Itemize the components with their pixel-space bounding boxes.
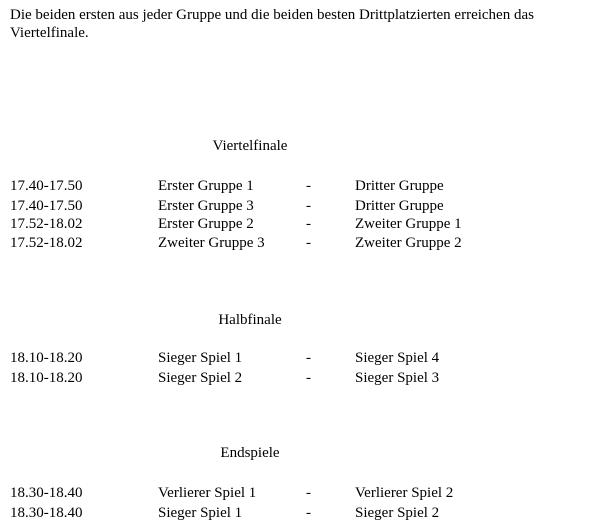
- match-away: Verlierer Spiel 2: [355, 485, 454, 501]
- match-time: 18.30-18.40: [10, 505, 83, 521]
- match-row: [0, 368, 600, 388]
- match-separator: -: [306, 370, 311, 386]
- match-home: Erster Gruppe 1: [158, 178, 254, 194]
- match-away: Zweiter Gruppe 1: [355, 216, 462, 232]
- match-time: 17.52-18.02: [10, 235, 83, 251]
- match-away: Dritter Gruppe: [355, 178, 444, 194]
- match-row: [0, 214, 600, 234]
- match-time: 17.52-18.02: [10, 216, 83, 232]
- match-separator: -: [306, 485, 311, 501]
- match-row: [0, 196, 600, 216]
- match-separator: -: [306, 216, 311, 232]
- match-home: Erster Gruppe 2: [158, 216, 254, 232]
- match-away: Sieger Spiel 3: [355, 370, 440, 386]
- match-away: Sieger Spiel 2: [355, 505, 440, 521]
- match-time: 18.10-18.20: [10, 350, 83, 366]
- match-home: Sieger Spiel 1: [158, 505, 243, 521]
- match-home: Erster Gruppe 3: [158, 198, 254, 214]
- match-row: [0, 483, 600, 503]
- match-time: 17.40-17.50: [10, 178, 83, 194]
- match-row: [0, 176, 600, 196]
- match-separator: -: [306, 198, 311, 214]
- match-row: [0, 503, 600, 523]
- match-home: Verlierer Spiel 1: [158, 485, 257, 501]
- match-away: Zweiter Gruppe 2: [355, 235, 462, 251]
- section-title-halbfinale: Halbfinale: [218, 312, 282, 328]
- match-row: [0, 233, 600, 253]
- match-time: 18.10-18.20: [10, 370, 83, 386]
- match-separator: -: [306, 505, 311, 521]
- match-separator: -: [306, 178, 311, 194]
- match-row: [0, 348, 600, 368]
- match-home: Sieger Spiel 2: [158, 370, 243, 386]
- match-home: Sieger Spiel 1: [158, 350, 243, 366]
- match-home: Zweiter Gruppe 3: [158, 235, 265, 251]
- match-away: Dritter Gruppe: [355, 198, 444, 214]
- match-time: 18.30-18.40: [10, 485, 83, 501]
- match-away: Sieger Spiel 4: [355, 350, 440, 366]
- match-time: 17.40-17.50: [10, 198, 83, 214]
- match-separator: -: [306, 350, 311, 366]
- section-title-endspiele: Endspiele: [220, 445, 280, 461]
- match-separator: -: [306, 235, 311, 251]
- intro-paragraph: Die beiden ersten aus jeder Gruppe und die beiden besten Drittplatzierten erreichen das Viertelfinale.: [10, 7, 534, 41]
- section-title-viertelfinale: Viertelfinale: [212, 138, 288, 154]
